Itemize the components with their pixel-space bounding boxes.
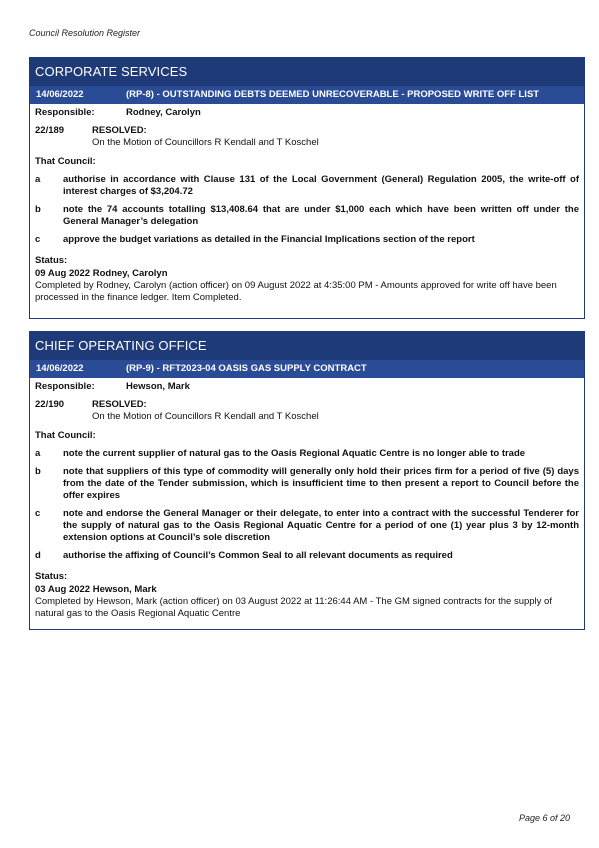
clause-letter: b xyxy=(35,466,41,477)
that-council-label: That Council: xyxy=(35,430,96,441)
responsible-name: Hewson, Mark xyxy=(126,381,190,392)
clause-item xyxy=(35,448,579,460)
item-header xyxy=(30,86,584,104)
item-title: (RP-8) - OUTSTANDING DEBTS DEEMED UNRECOVERABLE - PROPOSED WRITE OFF LIST xyxy=(126,89,540,100)
section-title: CHIEF OPERATING OFFICE xyxy=(30,332,584,360)
clause-item xyxy=(35,204,579,228)
status-text: Completed by Hewson, Mark (action officer) on 03 August 2022 at 11:26:44 AM - The GM signed contracts for the supply of natural gas to the Oasis Regional Aquatic Centre xyxy=(35,596,552,619)
status-label: Status: xyxy=(35,571,68,582)
status-heading: 03 Aug 2022 Hewson, Mark xyxy=(35,584,157,595)
responsible-label: Responsible: xyxy=(35,107,95,118)
clause-text: note the 74 accounts totalling $13,408.64 that are under $1,000 each which have been written off under the General Manager’s delegation xyxy=(63,204,579,227)
responsible-label: Responsible: xyxy=(35,381,95,392)
item-title: (RP-9) - RFT2023-04 OASIS GAS SUPPLY CONTRACT xyxy=(126,363,367,374)
clause-letter: a xyxy=(35,448,41,459)
section-chief-operating-office xyxy=(29,331,585,630)
clause-text: authorise in accordance with Clause 131 of the Local Government (General) Regulation 2005, the write-off of interest charges of $3,204.72 xyxy=(63,174,579,197)
clause-text: note and endorse the General Manager or their delegate, to enter into a contract with the successful Tenderer for the supply of natural gas to the Oasis Regional Aquatic Centre for a period of one (1) year plus 3 by 12-month extension options at Council’s sole discretion xyxy=(63,508,579,543)
responsible-row xyxy=(35,107,579,119)
clause-item xyxy=(35,174,579,198)
motion-text: On the Motion of Councillors R Kendall and T Koschel xyxy=(92,137,319,148)
page-number: Page 6 of 20 xyxy=(518,813,570,823)
resolved-label: RESOLVED: xyxy=(92,125,147,136)
clause-item xyxy=(35,466,579,502)
resolution-block xyxy=(35,399,579,423)
clause-letter: a xyxy=(35,174,41,185)
responsible-row xyxy=(35,381,579,393)
clause-text: authorise the affixing of Council’s Common Seal to all relevant documents as required xyxy=(63,550,453,561)
section-title: CORPORATE SERVICES xyxy=(30,58,584,86)
resolution-block xyxy=(35,125,579,149)
clause-letter: c xyxy=(35,508,41,519)
item-date: 14/06/2022 xyxy=(36,89,84,100)
section-corporate-services xyxy=(29,57,585,319)
clause-letter: d xyxy=(35,550,41,561)
clause-text: note the current supplier of natural gas to the Oasis Regional Aquatic Centre is no longer able to trade xyxy=(63,448,526,459)
clause-item xyxy=(35,234,579,246)
item-date: 14/06/2022 xyxy=(36,363,84,374)
that-council-label: That Council: xyxy=(35,156,96,167)
document-header: Council Resolution Register xyxy=(29,28,141,38)
clause-letter: b xyxy=(35,204,41,215)
motion-text: On the Motion of Councillors R Kendall and T Koschel xyxy=(92,411,319,422)
responsible-name: Rodney, Carolyn xyxy=(126,107,201,118)
clause-text: approve the budget variations as detailed in the Financial Implications section of the report xyxy=(63,234,475,245)
clause-item xyxy=(35,550,579,562)
item-header xyxy=(30,360,584,378)
status-heading: 09 Aug 2022 Rodney, Carolyn xyxy=(35,268,168,279)
clause-letter: c xyxy=(35,234,41,245)
resolution-number: 22/189 xyxy=(35,125,65,136)
clause-text: note that suppliers of this type of commodity will generally only hold their prices firm for a period of five (5) days from the date of the Tender submission, which is insufficient time to then present a report to Council before the offer expires xyxy=(63,466,579,501)
item-body xyxy=(30,378,584,620)
resolved-label: RESOLVED: xyxy=(92,399,147,410)
resolution-number: 22/190 xyxy=(35,399,65,410)
item-body xyxy=(30,104,584,304)
status-text: Completed by Rodney, Carolyn (action officer) on 09 August 2022 at 4:35:00 PM - Amounts approved for write off have been processed in the finance ledger. Item Completed. xyxy=(35,280,557,303)
clause-item xyxy=(35,508,579,544)
status-label: Status: xyxy=(35,255,68,266)
